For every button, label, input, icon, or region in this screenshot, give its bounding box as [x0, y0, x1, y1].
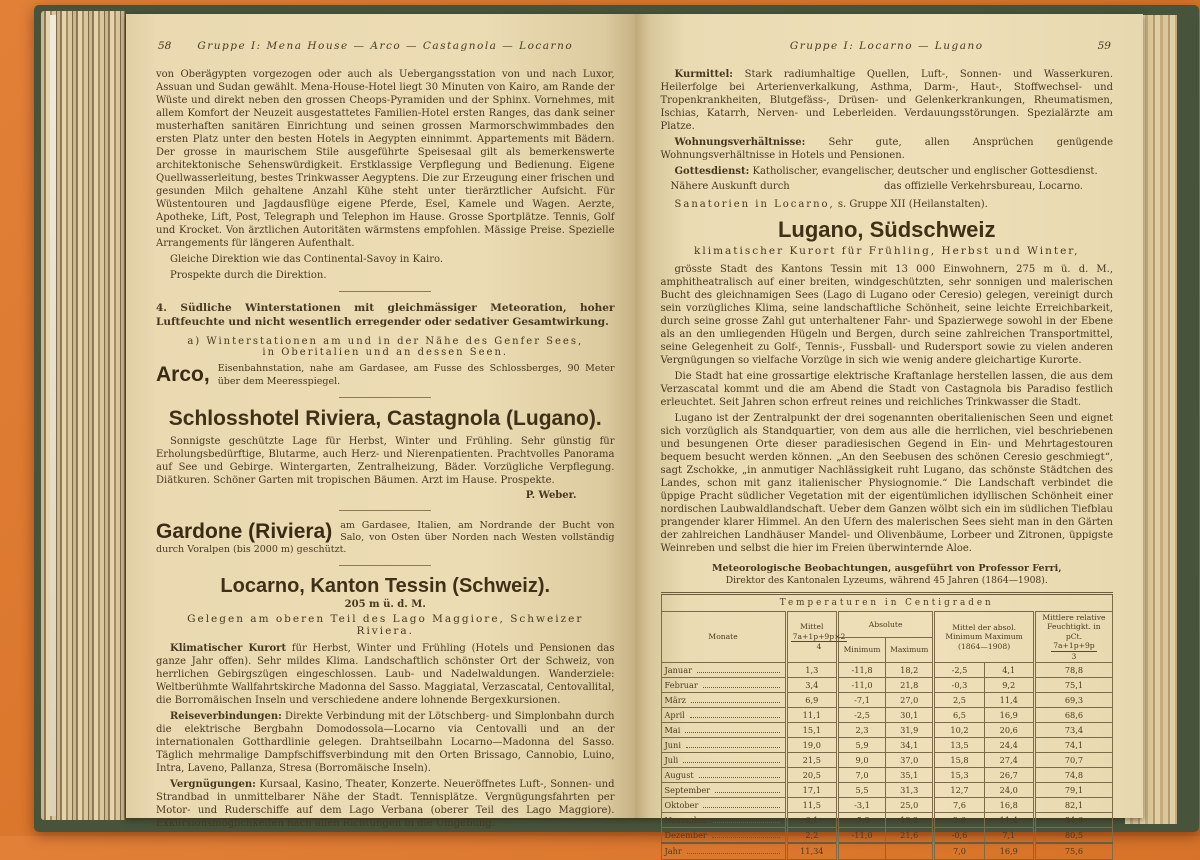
- abs-min-value: -11,0: [837, 678, 885, 693]
- abs-min-value: -2,5: [837, 708, 885, 723]
- dotted-leader: [687, 846, 780, 854]
- table-row: [661, 798, 1113, 813]
- abs-min-value: -3,1: [837, 798, 885, 813]
- mittel-value: 3,4: [786, 678, 837, 693]
- section-divider: [339, 397, 431, 398]
- dotted-leader: [685, 725, 779, 733]
- abs-max-value: 18,2: [886, 663, 934, 678]
- abs-mittel-line2: Minimum Maximum: [945, 632, 1023, 642]
- month-label: Mai: [664, 725, 681, 736]
- running-header-left: [156, 40, 615, 56]
- kurmittel-paragraph: [661, 68, 1114, 133]
- abs-max-value: 27,0: [886, 693, 934, 708]
- col-header-abs-mittel: [934, 612, 1035, 663]
- abs-min-value: -5,2: [837, 813, 885, 828]
- meteo-heading-line2: Direktor des Kantonalen Lyzeums, während 45 Jahren (1864—1908).: [725, 575, 1048, 586]
- col-header-mittel: [786, 612, 846, 663]
- section-divider: [339, 510, 431, 511]
- feuchte-value: 68,6: [1034, 708, 1112, 723]
- mittel-min-value: 7,0: [934, 843, 984, 860]
- endpaper-sliver: [50, 15, 56, 816]
- mittel-min-value: 13,5: [934, 738, 984, 753]
- mittel-min-value: 2,5: [934, 693, 984, 708]
- table-title: Temperaturen in Centigraden: [661, 594, 1113, 612]
- table-year-row: [661, 843, 1113, 860]
- abs-min-value: 5,9: [837, 738, 885, 753]
- dotted-leader: [686, 740, 780, 748]
- mittel-min-value: 10,2: [934, 723, 984, 738]
- locarno-reise-paragraph: [156, 710, 615, 775]
- mittel-min-value: 6,5: [934, 708, 984, 723]
- month-label: Juni: [664, 740, 681, 751]
- mittel-min-value: 15,8: [934, 753, 984, 768]
- running-header-text: Gruppe I: Mena House — Arco — Castagnola — Locarno: [197, 40, 574, 52]
- dotted-leader: [715, 785, 780, 793]
- meteo-heading-line1: Meteorologische Beobachtungen, ausgeführt von Professor Ferri,: [712, 563, 1062, 574]
- dotted-leader: [712, 830, 780, 838]
- abs-mittel-line1: Mittel der absol.: [952, 622, 1016, 632]
- sanatorien-line: [661, 198, 1114, 211]
- gottesdienst-paragraph: [661, 165, 1114, 178]
- wohnung-paragraph: [661, 136, 1114, 162]
- mittel-value: 6,9: [786, 693, 837, 708]
- locarno-subtitle: Gelegen am oberen Teil des Lago Maggiore, Schweizer Riviera.: [187, 613, 584, 638]
- sanatorien-rest: s. Gruppe XII (Heilanstalten).: [837, 199, 988, 210]
- mena-house-paragraph: von Oberägypten vorgezogen oder auch als Uebergangsstation von und nach Luxor, Assuan und Sudan gewählt. Mena-House-Hotel liegt 30 Minuten von Kairo, am Rande der Wüste und direkt neben den grossen Cheops-Pyramiden und der Sphinx. Vornehmes, mit allem Komfort der Neuzeit ausgestattetes Familien-Hotel ersten Ranges, das dank seiner musterhaften sanitären Einrichtung und seinen grossen Marmorschwimmbades den ersten Platz unter den besten Hotels in Aegypten einnimmt. Appartements mit Bädern. Der grosse in maurischem Stile ausgeführte Speisesaal gilt als bemerkenswerte architektonische Sehenswürdigkeit. Erstklassige Verpflegung und Bedienung. Eigene Quellwasserleitung, bestes Trinkwasser Aegyptens. Die zur Erzeugung einer frischen und gesunden Milch gehaltene Anzahl Kühe steht unter tierärztlicher Aufsicht. Für Wüstentouren und Jagdausflüge eigene Pferde, Esel, Kamele und Wagen. Aerzte, Apotheke, Lift, Post, Telegraph und Telephon im Hause. Grosse Sportplätze. Tennis, Golf und Krocket. Von ärztlichen Autoritäten wärmstens empfohlen. Mässige Preise. Spezielle Arrangements für längeren Aufenthalt.: [156, 69, 615, 249]
- feuchte-value: 73,4: [1034, 723, 1112, 738]
- mittel-min-value: -2,5: [934, 663, 984, 678]
- feuchte-value: 74,1: [1034, 738, 1112, 753]
- abs-max-value: 21,8: [886, 678, 934, 693]
- gardone-name: Gardone (Riviera): [156, 519, 333, 543]
- auskunft-line: [671, 181, 1084, 192]
- dotted-leader: [699, 770, 780, 778]
- mittel-value: 11,5: [786, 798, 837, 813]
- abs-min-value: 7,0: [837, 768, 885, 783]
- month-label: Oktober: [664, 800, 699, 811]
- col-header-feuchte: [1034, 612, 1112, 663]
- feuchte-value: 78,8: [1034, 663, 1112, 678]
- feuchte-value: 75,1: [1034, 678, 1112, 693]
- section-divider: [339, 565, 431, 566]
- mittel-max-value: 24,0: [984, 783, 1034, 798]
- page-number: 58: [158, 40, 172, 52]
- locarno-klima-paragraph: [156, 642, 615, 707]
- running-header-text: Gruppe I: Locarno — Lugano: [789, 40, 984, 52]
- feuchte-value: 70,7: [1034, 753, 1112, 768]
- paragraph-text: Direkte Verbindung mit der Lötschberg- und Simplonbahn durch die elektrische Bergbahn Domodossola—Locarno via Centovalli und an der internationalen Gotthardlinie gelegen. Drahtseilbahn Locarno—Madonna del Sasso. Täglich mehrmalige Dampfschiffsverbindung mit den Orten Brissago, Cannobio, Luino, Intra, Laveno, Pallanza, Stresa (Borromäische Inseln).: [156, 711, 615, 775]
- mittel-formula: [791, 632, 848, 652]
- month-label: August: [664, 770, 694, 781]
- abs-min-value: 9,0: [837, 753, 885, 768]
- paragraph-label: Vergnügungen:: [170, 779, 256, 791]
- col-header-monate: Monate: [661, 612, 786, 663]
- formula-numerator: 7a+1p+9p: [1053, 641, 1095, 651]
- feuchte-value: 75,6: [1034, 843, 1112, 860]
- table-row: [661, 678, 1113, 693]
- mittel-max-value: 4,1: [984, 663, 1034, 678]
- formula-numerator: 7a+1p+9p×2: [792, 631, 846, 641]
- abs-max-value: 21,6: [886, 828, 934, 844]
- feuchte-value: 80,5: [1034, 828, 1112, 844]
- month-label: März: [664, 695, 686, 706]
- locarno-title: Locarno, Kanton Tessin (Schweiz).: [220, 575, 551, 598]
- lugano-paragraph-2: Die Stadt hat eine grossartige elektrische Kraftanlage herstellen lassen, die aus dem Verzascatal kommt und die am Abend die Stadt von Castagnola bis Paradiso festlich erleuchtet. Seit Jahren schon erfreut reines und reichliches Trinkwasser die Stadt.: [660, 371, 1113, 408]
- paragraph-text: Stark radiumhaltige Quellen, Luft-, Sonnen- und Wasserkuren. Heilerfolge bei Arterienverkalkung, Asthma, Darm-, Haut-, Stoffwechsel- und Tropenkrankheiten, Blutgefäss-, Drüsen- und Gelenkerkrankungen, Rheumatismen, Ischias, Katarrh, Nerven- und Leberleiden. Verdauungsstörungen. Spezialärzte am Platze.: [660, 69, 1113, 132]
- mittel-value: 6,1: [786, 813, 837, 828]
- table-row: [661, 753, 1113, 768]
- open-spread: [126, 14, 1143, 857]
- abs-max-value: 30,1: [886, 708, 934, 723]
- lugano-subtitle: klimatischer Kurort für Frühling, Herbst und Winter,: [694, 245, 1080, 257]
- mittel-min-value: 15,3: [934, 768, 984, 783]
- paragraph-label: Klimatischer Kurort: [170, 643, 287, 655]
- gardone-entry: [156, 520, 615, 556]
- dotted-leader: [683, 755, 779, 763]
- arco-name: Arco,: [156, 363, 210, 387]
- abs-max-value: 31,9: [886, 723, 934, 738]
- dotted-leader: [691, 695, 780, 703]
- month-label: April: [664, 710, 685, 721]
- table-row: [661, 663, 1113, 678]
- feuchte-value: 69,3: [1034, 693, 1112, 708]
- mittel-value: 19,0: [786, 738, 837, 753]
- dotted-leader: [703, 680, 780, 688]
- direktion-line: Gleiche Direktion wie das Continental-Savoy in Kairo.: [170, 254, 444, 265]
- mittel-max-value: 7,1: [984, 828, 1034, 844]
- lugano-paragraph-1: grösste Stadt des Kantons Tessin mit 13 000 Einwohnern, 275 m ü. d. M., amphitheatralisch auf einer breiten, windgeschützten, sehr sonnigen und malerischen Bucht des gleichnamigen Sees (Lago di Lugano oder Ceresio) gelegen, vereinigt durch sein vorzügliches Klima, seine landschaftliche Schönheit, seine leichte Erreichbarkeit, durch seine grosse Zahl gut unterhaltener Fahr- und Spazierwege sowohl in der Ebene als an den umliegenden Hügeln und Bergen, durch seine zahlreichen Transportmittel, seine Gelegenheit zu Golf-, Tennis-, Fussball- und Rudersport sowie zu vielen anderen Vergnügungen so vielfache Vorzüge in sich wie wenig andere gleichartige Kurorte.: [660, 264, 1113, 366]
- prospekte-line: Prospekte durch die Direktion.: [170, 270, 327, 281]
- dotted-leader: [703, 800, 779, 808]
- feuchte-value: 79,1: [1034, 783, 1112, 798]
- mittel-value: 1,3: [786, 663, 837, 678]
- month-label: September: [664, 785, 711, 796]
- locarno-vergnuegungen-paragraph: [156, 778, 615, 830]
- abs-mittel-years: (1864—1908): [958, 641, 1011, 651]
- abs-min-value: -11,0: [837, 828, 885, 844]
- mittel-label: Mittel: [800, 622, 824, 632]
- locarno-elevation: 205 m ü. d. M.: [344, 599, 426, 611]
- mittel-min-value: 12,7: [934, 783, 984, 798]
- mittel-max-value: 27,4: [984, 753, 1034, 768]
- formula-denominator: 3: [1071, 651, 1077, 661]
- lugano-paragraph-3: Lugano ist der Zentralpunkt der drei sogenannten oberitalienischen Seen und eignet sich vorzüglich als Standquartier, von dem aus alle die herrlichen, viel beschriebenen und besungenen Orte dieser paradiesischen Gegend in Ein- und Mehrtagestouren bequem besucht werden können. „An den Seebusen des schönen Ceresio geschmiegt“, sagt Zschokke, „in anmutiger Nachlässigkeit ruht Lugano, das schönste Städtchen des Landes, schon mit ganz italienischer Physiognomie.“ Die Landschaft verbindet die üppige Pracht südlicher Vegetation mit der eigentümlichen idyllischen Schönheit einer nordischen Laubwaldlandschaft. Ueber dem Ganzen wölbt sich ein im südlichen Tiefblau prangender klarer Himmel. An den Ufern des malerischen Sees sieht man in den Gärten der zahlreichen Landhäuser Mandel- und Olivenbäume, Lorbeer und Zitronen, üppigste Weinreben und selbst die hier im Freien überwinternde Aloe.: [660, 413, 1113, 554]
- mittel-max-value: 11,4: [984, 693, 1034, 708]
- mittel-max-value: 16,9: [984, 843, 1034, 860]
- running-header-right: [661, 40, 1114, 56]
- left-page: [126, 14, 635, 830]
- table-row: [661, 768, 1113, 783]
- table-row: [661, 693, 1113, 708]
- feuchte-line2: Feuchtigkt. in pCt.: [1047, 622, 1101, 641]
- abs-min-value: 5,5: [837, 783, 885, 798]
- paragraph-label: Wohnungsverhältnisse:: [674, 137, 806, 148]
- table-row: [661, 828, 1113, 844]
- abs-max-value: 37,0: [886, 753, 934, 768]
- abs-min-value: [837, 843, 885, 860]
- dotted-leader: [690, 710, 780, 718]
- abs-max-value: [886, 843, 934, 860]
- lugano-title: Lugano, Südschweiz: [777, 217, 996, 242]
- feuchte-value: 74,8: [1034, 768, 1112, 783]
- col-header-minimum: Minimum: [837, 637, 885, 663]
- subsection-heading-line2: in Oberitalien und an dessen Seen.: [262, 347, 509, 359]
- mittel-value: 2,2: [786, 828, 837, 844]
- col-header-maximum: Maximum: [886, 637, 934, 663]
- table-row: [661, 723, 1113, 738]
- paragraph-text: für Herbst, Winter und Frühling (Hotels und Pensionen das ganze Jahr offen). Sehr mildes Klima. Landschaftlich schönster Ort der Schweiz, von herrlichen Gebirgszügen eingeschlossen. Laub- und Nadelwaldungen. Wanderziele: Weltberühmte Wallfahrtskirche Madonna del Sasso. Maggiatal, Verzascatal, Centovallital, die Borromäischen Inseln und verschiedene andere lohnende Bergexkursionen.: [156, 643, 615, 707]
- subsection-heading-line1: a) Winterstationen am und in der Nähe des Genfer Sees,: [187, 336, 584, 348]
- feuchte-value: 84,6: [1034, 813, 1112, 828]
- mittel-min-value: 7,6: [934, 798, 984, 813]
- arco-description: Eisenbahnstation, nahe am Gardasee, am Fusse des Schlossberges, 90 Meter über dem Meeresspiegel.: [217, 363, 615, 387]
- paragraph-label: Kurmittel:: [674, 69, 733, 80]
- gardone-description: am Gardasee, Italien, am Nordrande der Bucht von Salo, von Osten über Norden nach Westen vollständig durch Voralpen (bis 2000 m) geschützt.: [156, 519, 615, 555]
- auskunft-right: das offizielle Verkehrsbureau, Locarno.: [884, 181, 1083, 192]
- paragraph-text: Kursaal, Kasino, Theater, Konzerte. Neueröffnetes Luft-, Sonnen- und Strandbad in unmittelbarer Nähe der Stadt. Tennisplätze. Vergnügungsfahrten per Motor- und Ruderschiffe auf dem Lago Verbana (oberer Teil des Lago Maggiore). Exkursionsmöglichkeiten nach allen Richtungen in die Umgebung.: [156, 779, 615, 830]
- section4-heading: 4. Südliche Winterstationen mit gleichmässiger Meteoration, hoher Luftfeuchte und nicht wesentlich erregender oder sedativer Gesamtwirkung.: [156, 302, 615, 329]
- mittel-max-value: 16,8: [984, 798, 1034, 813]
- auskunft-left: Nähere Auskunft durch: [670, 181, 790, 192]
- month-label: November: [664, 815, 708, 826]
- right-page: [635, 14, 1144, 857]
- mittel-max-value: 24,4: [984, 738, 1034, 753]
- col-header-absolute: Absolute: [837, 612, 933, 638]
- mittel-value: 21,5: [786, 753, 837, 768]
- mittel-min-value: 2,6: [934, 813, 984, 828]
- mittel-max-value: 20,6: [984, 723, 1034, 738]
- dotted-leader: [713, 815, 780, 823]
- month-label: Februar: [664, 680, 698, 691]
- abs-max-value: 34,1: [886, 738, 934, 753]
- mittel-value: 17,1: [786, 783, 837, 798]
- arco-entry: [156, 363, 615, 387]
- mittel-max-value: 16,9: [984, 708, 1034, 723]
- abs-max-value: 35,1: [886, 768, 934, 783]
- table-row: [661, 783, 1113, 798]
- mittel-value: 15,1: [786, 723, 837, 738]
- schlosshotel-description: Sonnigste geschützte Lage für Herbst, Winter und Frühling. Sehr günstig für Erholungsbedürftige, Blutarme, auch Herz- und Nierenpatienten. Prachtvolles Panorama auf See und Gebirge. Wintergarten, Zentralheizung, Bäder. Vorzügliche Verpflegung. Diätkuren. Schöner Garten mit tropischen Bäumen. Arzt im Hause. Prospekte.: [156, 435, 615, 486]
- table-row: [661, 708, 1113, 723]
- dotted-leader: [697, 665, 780, 673]
- feuchte-formula: [1051, 641, 1096, 661]
- table-row: [661, 813, 1113, 828]
- temperature-table: [661, 592, 1114, 860]
- paragraph-label: Reiseverbindungen:: [170, 711, 282, 723]
- paragraph-text: Katholischer, evangelischer, deutscher und englischer Gottesdienst.: [752, 166, 1098, 177]
- month-label: Januar: [664, 665, 693, 676]
- section-divider: [339, 291, 431, 292]
- feuchte-value: 82,1: [1034, 798, 1112, 813]
- mittel-max-value: 9,2: [984, 678, 1034, 693]
- feuchte-line1: Mittlere relative: [1042, 613, 1106, 622]
- month-label: Dezember: [664, 830, 707, 841]
- abs-max-value: 25,0: [886, 798, 934, 813]
- mittel-value: 11,1: [786, 708, 837, 723]
- mittel-value: 20,5: [786, 768, 837, 783]
- sanatorien-spaced: Sanatorien in Locarno,: [674, 199, 835, 210]
- schlosshotel-signature: P. Weber.: [525, 489, 577, 501]
- abs-min-value: -7,1: [837, 693, 885, 708]
- mittel-min-value: -0,3: [934, 678, 984, 693]
- abs-min-value: 2,3: [837, 723, 885, 738]
- paragraph-label: Gottesdienst:: [674, 166, 750, 177]
- year-label: Jahr: [664, 846, 682, 857]
- abs-min-value: -11,8: [837, 663, 885, 678]
- month-label: Juli: [664, 755, 679, 766]
- mittel-max-value: 26,7: [984, 768, 1034, 783]
- paragraph-text: Sehr gute, allen Ansprüchen genügende Wohnungsverhältnisse in Hotels und Pensionen.: [660, 137, 1113, 161]
- page-number: 59: [1097, 40, 1111, 52]
- table-row: [661, 738, 1113, 753]
- mittel-max-value: 11,4: [984, 813, 1034, 828]
- formula-denominator: 4: [816, 642, 822, 652]
- mittel-value: 11,34: [786, 843, 837, 860]
- abs-max-value: 31,3: [886, 783, 934, 798]
- mittel-min-value: -0,6: [934, 828, 984, 844]
- book-cover: [34, 5, 1199, 857]
- abs-max-value: 13,2: [886, 813, 934, 828]
- schlosshotel-title: Schlosshotel Riviera, Castagnola (Lugano).: [168, 406, 602, 430]
